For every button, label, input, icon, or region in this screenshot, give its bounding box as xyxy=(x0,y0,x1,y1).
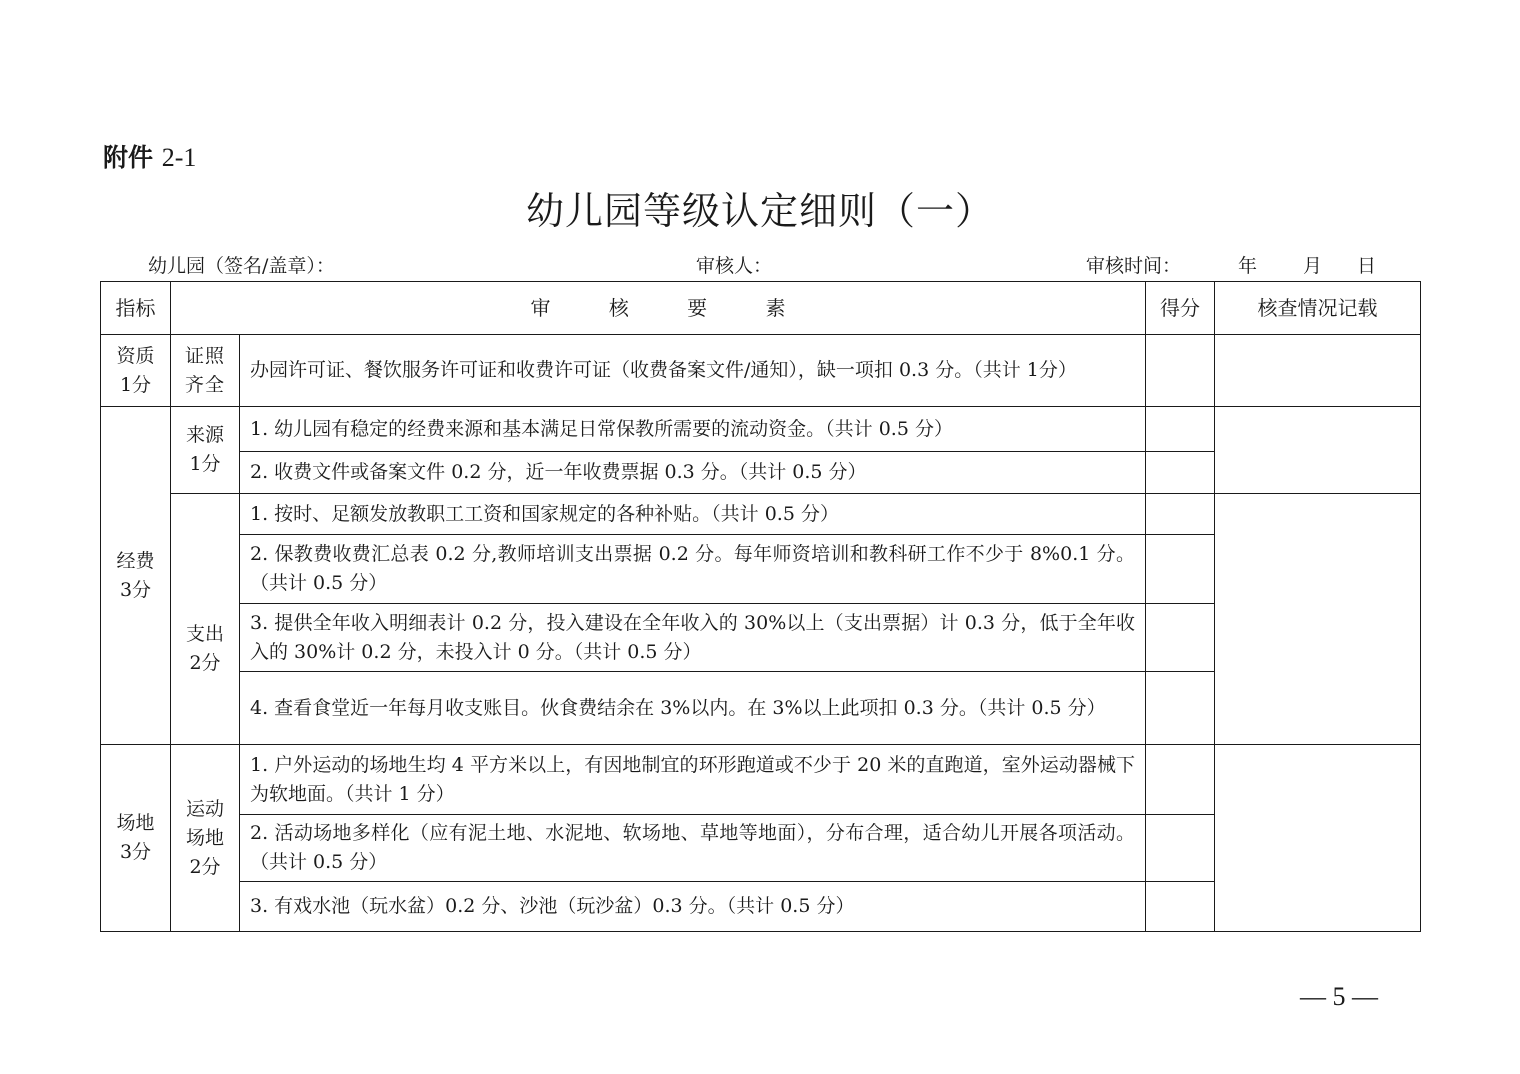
category-funds: 经费 3分 xyxy=(101,407,171,745)
criteria-cell: 2. 收费文件或备案文件 0.2 分，近一年收费票据 0.3 分。（共计 0.5 分） xyxy=(240,452,1146,494)
criteria-cell: 3. 有戏水池（玩水盆）0.2 分、沙池（玩沙盆）0.3 分。（共计 0.5 分） xyxy=(240,882,1146,932)
record-cell xyxy=(1215,745,1421,932)
table-row xyxy=(101,494,1421,535)
record-cell xyxy=(1215,335,1421,407)
header-score: 得分 xyxy=(1146,282,1215,335)
table-row xyxy=(101,745,1421,815)
score-cell xyxy=(1146,494,1215,535)
category-venue: 场地 3分 xyxy=(101,745,171,932)
criteria-cell: 1. 按时、足额发放教职工工资和国家规定的各种补贴。（共计 0.5 分） xyxy=(240,494,1146,535)
reviewer-label: 审核人： xyxy=(696,255,773,277)
criteria-cell: 1. 户外运动的场地生均 4 平方米以上，有因地制宜的环形跑道或不少于 20 米的直跑道，室外运动器械下为软地面。（共计 1 分） xyxy=(240,745,1146,815)
score-cell xyxy=(1146,672,1215,745)
attachment-label xyxy=(103,138,196,174)
score-cell xyxy=(1146,882,1215,932)
review-time-label: 审核时间： xyxy=(1086,255,1182,277)
subcategory-licenses: 证照齐全 xyxy=(171,335,240,407)
table-header-row xyxy=(101,282,1421,335)
header-indicator: 指标 xyxy=(101,282,171,335)
score-cell xyxy=(1146,407,1215,452)
attachment-number: 2-1 xyxy=(161,143,197,172)
subcategory-source: 来源 1分 xyxy=(171,407,240,494)
score-cell xyxy=(1146,535,1215,604)
criteria-cell: 4. 查看食堂近一年每月收支账目。伙食费结余在 3%以内。在 3%以上此项扣 0.3 分。（共计 0.5 分） xyxy=(240,672,1146,745)
criteria-cell: 1. 幼儿园有稳定的经费来源和基本满足日常保教所需要的流动资金。（共计 0.5 分） xyxy=(240,407,1146,452)
criteria-cell: 2. 活动场地多样化（应有泥土地、水泥地、软场地、草地等地面），分布合理，适合幼儿开展各项活动。（共计 0.5 分） xyxy=(240,815,1146,882)
record-cell xyxy=(1215,407,1421,494)
page-number: — 5 — xyxy=(1300,982,1378,1011)
kindergarten-signature-label: 幼儿园（签名/盖章）： xyxy=(148,255,335,277)
category-qualification: 资质 1分 xyxy=(101,335,171,407)
document-title: 幼儿园等级认定细则（一） xyxy=(525,189,994,233)
assessment-table xyxy=(100,281,1421,932)
header-elements: 审 核 要 素 xyxy=(171,282,1146,335)
score-cell xyxy=(1146,745,1215,815)
header-record: 核查情况记载 xyxy=(1215,282,1421,335)
score-cell xyxy=(1146,604,1215,672)
score-cell xyxy=(1146,335,1215,407)
subcategory-expense: 支出 2分 xyxy=(171,494,240,745)
score-cell xyxy=(1146,452,1215,494)
score-cell xyxy=(1146,815,1215,882)
year-label: 年 xyxy=(1238,255,1258,277)
criteria-cell: 2. 保教费收费汇总表 0.2 分,教师培训支出票据 0.2 分。每年师资培训和教科研工作不少于 8%0.1 分。（共计 0.5 分） xyxy=(240,535,1146,604)
record-cell xyxy=(1215,494,1421,745)
subcategory-sports-ground: 运动场地 2分 xyxy=(171,745,240,932)
criteria-cell: 办园许可证、餐饮服务许可证和收费许可证（收费备案文件/通知），缺一项扣 0.3 分。（共计 1分） xyxy=(240,335,1146,407)
criteria-cell: 3. 提供全年收入明细表计 0.2 分，投入建设在全年收入的 30%以上（支出票据）计 0.3 分，低于全年收入的 30%计 0.2 分，未投入计 0 分。（共计 0.5 分） xyxy=(240,604,1146,672)
table-row xyxy=(101,335,1421,407)
attachment-prefix: 附件 xyxy=(103,143,154,172)
month-label: 月 xyxy=(1303,255,1323,277)
day-label: 日 xyxy=(1357,255,1377,277)
table-row xyxy=(101,407,1421,452)
